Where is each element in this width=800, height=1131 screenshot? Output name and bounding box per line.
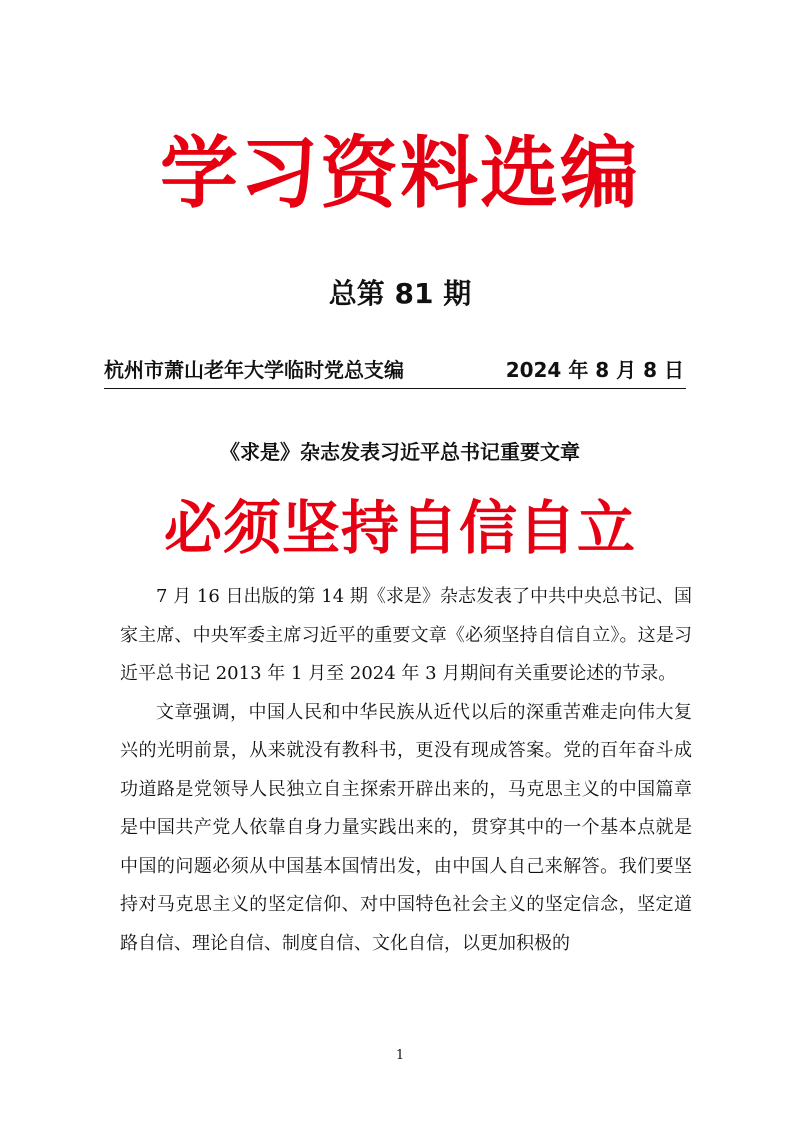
body-paragraph: 文章强调，中国人民和中华民族从近代以后的深重苦难走向伟大复兴的光明前景，从来就没有教科书，更没有现成答案。党的百年奋斗成功道路是党领导人民独立自主探索开辟出来的，马克思主义的中国篇章是中国共产党人依靠自身力量实践出来的，贯穿其中的一个基本点就是中国的问题必须从中国基本国情出发，由中国人自己来解答。我们要坚持对马克思主义的坚定信仰、对中国特色社会主义的坚定信念，坚定道路自信、理论自信、制度自信、文化自信，以更加积极的 [120,701,692,954]
issue-number: 总第 81 期 [328,277,472,310]
publisher-row [104,350,684,386]
body-paragraph: 7 月 16 日出版的第 14 期《求是》杂志发表了中共中央总书记、国家主席、中央军委主席习近平的重要文章《必须坚持自信自立》。这是习近平总书记 2013 年 1 月至 2024 年 3 月期间有关重要论述的节录。 [120,586,692,684]
article-title: 必须坚持自信自立 [163,494,636,562]
publish-date: 2024 年 8 月 8 日 [505,357,684,382]
publisher-name: 杭州市萧山老年大学临时党总支编 [104,357,404,382]
article-body [120,578,692,963]
header-divider [104,388,686,389]
page-number: 1 [395,1048,405,1063]
article-kicker: 《求是》杂志发表习近平总书记重要文章 [220,440,580,464]
masthead-title: 学习资料选编 [159,129,640,219]
